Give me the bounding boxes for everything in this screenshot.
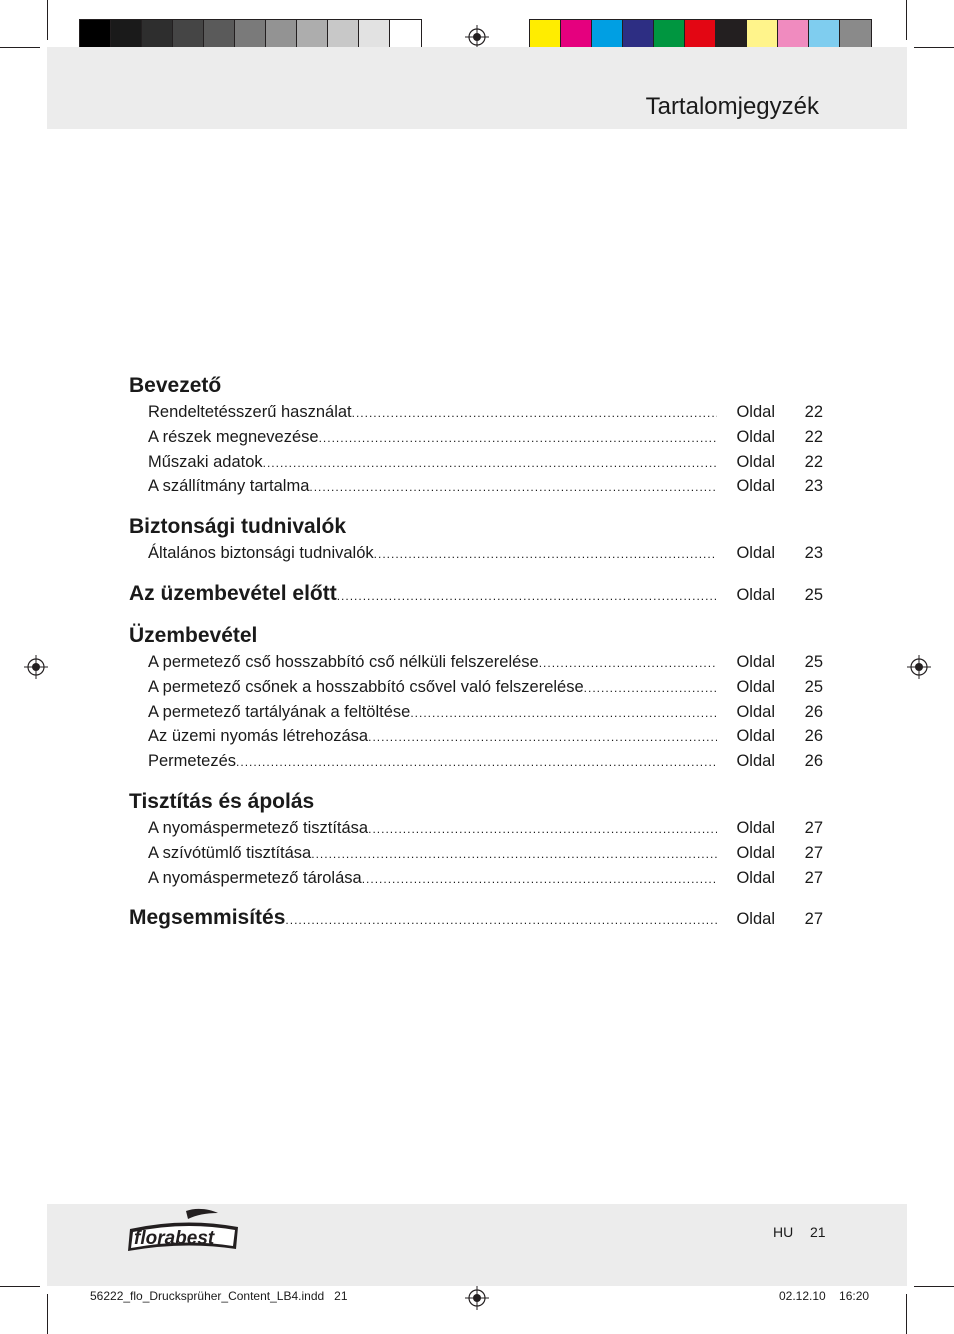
toc-entry-label: Műszaki adatok: [148, 452, 263, 471]
section-gap: [129, 774, 823, 788]
dot-leader: [319, 426, 717, 451]
color-swatch: [142, 20, 173, 50]
color-swatch: [592, 20, 623, 50]
toc-page-word: Oldal: [736, 910, 775, 929]
toc-entry-label: A szállítmány tartalma: [148, 477, 310, 496]
print-slug-date: 02.12.10 16:20: [779, 1289, 870, 1303]
toc-entry-label: A permetező csőnek a hosszabbító csővel való felszerelése: [148, 677, 584, 696]
toc-entry-label: A részek megnevezése: [148, 427, 319, 446]
toc-page-word: Oldal: [736, 818, 775, 837]
toc-entry-label: A permetező tartályának a feltöltése: [148, 702, 411, 721]
color-swatch: [809, 20, 840, 50]
toc-page-word: Oldal: [736, 452, 775, 471]
toc-page-word: Oldal: [736, 868, 775, 887]
toc-entry: [129, 650, 823, 675]
toc-page-number: 26: [804, 752, 823, 771]
dot-leader: [374, 542, 717, 567]
color-swatch: [266, 20, 297, 50]
toc-entry-label: Megsemmisítés: [129, 906, 286, 930]
toc-section: [129, 904, 823, 932]
color-swatch: [359, 20, 390, 50]
toc-page-number: 22: [804, 452, 823, 471]
toc-entry: [129, 425, 823, 450]
color-swatch: [716, 20, 747, 50]
toc-entry: [129, 866, 823, 891]
toc-entry-label: Általános biztonsági tudnivalók: [148, 544, 374, 563]
color-swatch: [530, 20, 561, 50]
toc-page-word: Oldal: [736, 702, 775, 721]
toc-section-heading: Üzembevétel: [129, 623, 258, 647]
toc-entry-label: A nyomáspermetező tárolása: [148, 868, 362, 887]
toc-page-number: 22: [804, 427, 823, 446]
page-title: Tartalomjegyzék: [645, 93, 819, 120]
toc-entry: [129, 675, 823, 700]
toc-section: [129, 622, 823, 774]
color-swatch: [297, 20, 328, 50]
toc-entry: [129, 474, 823, 499]
toc-entry: [129, 450, 823, 475]
section-gap: [129, 890, 823, 904]
registration-mark-icon: [907, 655, 931, 679]
dot-leader: [352, 401, 717, 426]
toc-entry: [129, 816, 823, 841]
toc-page-number: 25: [804, 585, 823, 604]
toc-page-word: Oldal: [736, 544, 775, 563]
toc-page-word: Oldal: [736, 477, 775, 496]
toc-page-number: 26: [804, 702, 823, 721]
dot-leader: [362, 867, 717, 892]
toc-page-number: 27: [804, 910, 823, 929]
color-swatch: [778, 20, 809, 50]
toc-entry-label: A szívótümlő tisztítása: [148, 843, 312, 862]
toc-page-word: Oldal: [736, 727, 775, 746]
toc-page-number: 26: [804, 727, 823, 746]
toc-page-number: 27: [804, 818, 823, 837]
toc-page-word: Oldal: [736, 403, 775, 421]
toc-entry-label: Permetezés: [148, 752, 237, 771]
page-number: 21: [810, 1224, 826, 1240]
color-swatch: [173, 20, 204, 50]
dot-leader: [263, 451, 717, 476]
dot-leader: [309, 475, 717, 500]
dot-leader: [285, 906, 717, 934]
color-swatch: [235, 20, 266, 50]
toc-page-word: Oldal: [736, 427, 775, 446]
dot-leader: [584, 676, 717, 701]
registration-mark-icon: [465, 25, 489, 49]
color-swatch: [328, 20, 359, 50]
color-swatch: [561, 20, 592, 50]
toc-page-number: 23: [804, 544, 823, 563]
toc-page-word: Oldal: [736, 585, 775, 604]
registration-mark-icon: [465, 1286, 489, 1310]
registration-mark-icon: [24, 655, 48, 679]
toc-page-number: 23: [804, 477, 823, 496]
toc-entry: [129, 841, 823, 866]
toc-entry: [129, 724, 823, 749]
section-gap: [129, 499, 823, 513]
toc-page-word: Oldal: [736, 752, 775, 771]
toc-page-number: 25: [804, 652, 823, 671]
toc-section: [129, 788, 823, 890]
table-of-contents: [129, 372, 823, 932]
toc-main-entry: [129, 580, 823, 608]
toc-section: [129, 372, 823, 499]
toc-section: [129, 513, 823, 566]
toc-entry: [129, 749, 823, 774]
toc-section-heading: Bevezető: [129, 374, 222, 397]
section-gap: [129, 608, 823, 622]
florabest-logo: [126, 1207, 242, 1253]
svg-text:florabest: florabest: [134, 1228, 215, 1249]
color-swatch: [840, 20, 871, 50]
toc-entry-label: Az üzemi nyomás létrehozása: [148, 727, 369, 746]
dot-leader: [368, 725, 717, 750]
color-swatch: [80, 20, 111, 50]
color-swatch: [204, 20, 235, 50]
print-slug-file: 56222_flo_Drucksprüher_Content_LB4.indd 21: [90, 1289, 348, 1303]
color-swatch: [623, 20, 654, 50]
color-swatch: [747, 20, 778, 50]
dot-leader: [368, 817, 717, 842]
dot-leader: [236, 750, 717, 775]
toc-section-heading: Tisztítás és ápolás: [129, 789, 315, 813]
toc-entry-label: A permetező cső hosszabbító cső nélküli felszerelése: [148, 652, 539, 671]
toc-page-number: 22: [804, 403, 823, 421]
toc-main-entry: [129, 904, 823, 932]
color-swatch: [390, 20, 421, 50]
toc-page-word: Oldal: [736, 677, 775, 696]
section-gap: [129, 566, 823, 580]
language-code: HU: [773, 1224, 794, 1240]
dot-leader: [539, 651, 717, 676]
color-swatch: [111, 20, 142, 50]
toc-entry: [129, 400, 823, 425]
toc-section-heading: Biztonsági tudnivalók: [129, 515, 347, 539]
toc-entry: [129, 700, 823, 725]
toc-entry: [129, 541, 823, 566]
toc-entry-label: A nyomáspermetező tisztítása: [148, 818, 369, 837]
dot-leader: [337, 582, 717, 610]
toc-section: [129, 580, 823, 608]
toc-entry-label: Rendeltetésszerű használat: [148, 403, 352, 421]
dot-leader: [410, 701, 717, 726]
toc-page-number: 27: [804, 843, 823, 862]
toc-page-word: Oldal: [736, 652, 775, 671]
color-swatch: [654, 20, 685, 50]
dot-leader: [311, 842, 717, 867]
color-swatch: [685, 20, 716, 50]
toc-entry-label: Az üzembevétel előtt: [129, 581, 337, 605]
toc-page-number: 27: [804, 868, 823, 887]
toc-page-word: Oldal: [736, 843, 775, 862]
toc-page-number: 25: [804, 677, 823, 696]
